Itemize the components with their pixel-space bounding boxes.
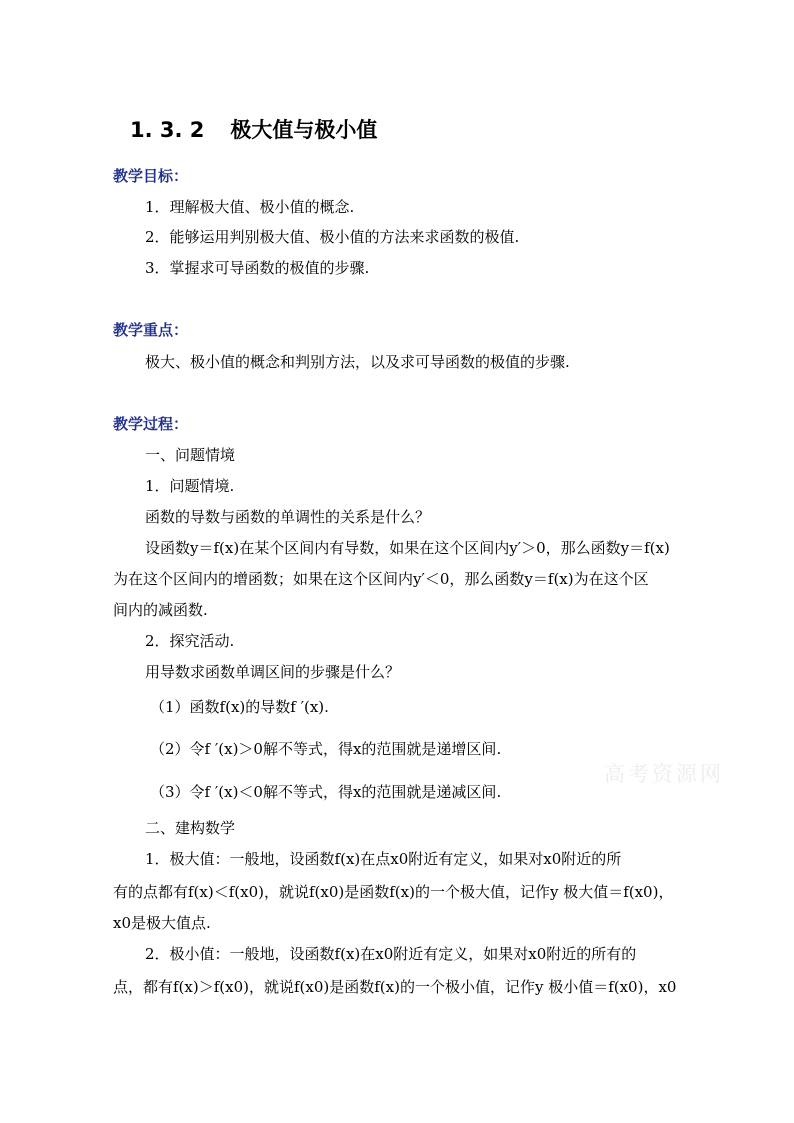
body-line-2: 1．问题情境. xyxy=(145,477,235,495)
body-line-15: x0是极大值点. xyxy=(113,914,211,932)
page-title xyxy=(130,116,377,144)
body-line-17: 点，都有f(x)＞f(x0)，就说f(x0)是函数f(x)的一个极小值，记作y 极小值＝f(x0)，x0 xyxy=(113,978,677,996)
objective-item-1: 1．理解极大值、极小值的概念. xyxy=(145,198,355,216)
objective-item-3: 3．掌握求可导函数的极值的步骤. xyxy=(145,259,370,277)
section-number: 1. 3. 2 xyxy=(130,118,205,142)
body-line-11: （3）令f ′(x)＜0解不等式，得x的范围就是递减区间. xyxy=(150,783,502,801)
body-line-14: 有的点都有f(x)＜f(x0)，就说f(x0)是函数f(x)的一个极大值，记作y 极大值＝f(x0)， xyxy=(113,883,674,901)
body-line-16: 2．极小值：一般地，设函数f(x)在x0附近有定义，如果对x0附近的所有的 xyxy=(145,945,637,963)
body-line-7: 2．探究活动. xyxy=(145,632,235,650)
body-line-12: 二、建构数学 xyxy=(145,819,236,837)
body-line-13: 1．极大值：一般地，设函数f(x)在点x0附近有定义，如果对x0附近的所 xyxy=(145,850,622,868)
body-line-6: 间内的减函数. xyxy=(113,601,208,619)
key-points-heading: 教学重点： xyxy=(113,321,189,339)
body-line-1: 一、问题情境 xyxy=(145,446,236,464)
section-title: 极大值与极小值 xyxy=(230,118,378,142)
process-heading: 教学过程： xyxy=(113,415,189,433)
objective-item-2: 2．能够运用判别极大值、极小值的方法来求函数的极值. xyxy=(145,228,520,246)
body-line-9: （1）函数f(x)的导数f ′(x). xyxy=(150,698,329,716)
body-line-3: 函数的导数与函数的单调性的关系是什么？ xyxy=(145,508,431,526)
body-line-4: 设函数y＝f(x)在某个区间内有导数，如果在这个区间内y′＞0，那么函数y＝f(x) xyxy=(145,539,670,557)
objectives-heading: 教学目标： xyxy=(113,167,189,185)
watermark: 高考资源网 xyxy=(604,762,724,786)
body-line-10: （2）令f ′(x)＞0解不等式，得x的范围就是递增区间. xyxy=(150,740,502,758)
body-line-8: 用导数求函数单调区间的步骤是什么？ xyxy=(145,663,401,681)
body-line-5: 为在这个区间内的增函数；如果在这个区间内y′＜0，那么函数y＝f(x)为在这个区 xyxy=(113,570,649,588)
key-points-text: 极大、极小值的概念和判别方法，以及求可导函数的极值的步骤. xyxy=(145,353,570,371)
